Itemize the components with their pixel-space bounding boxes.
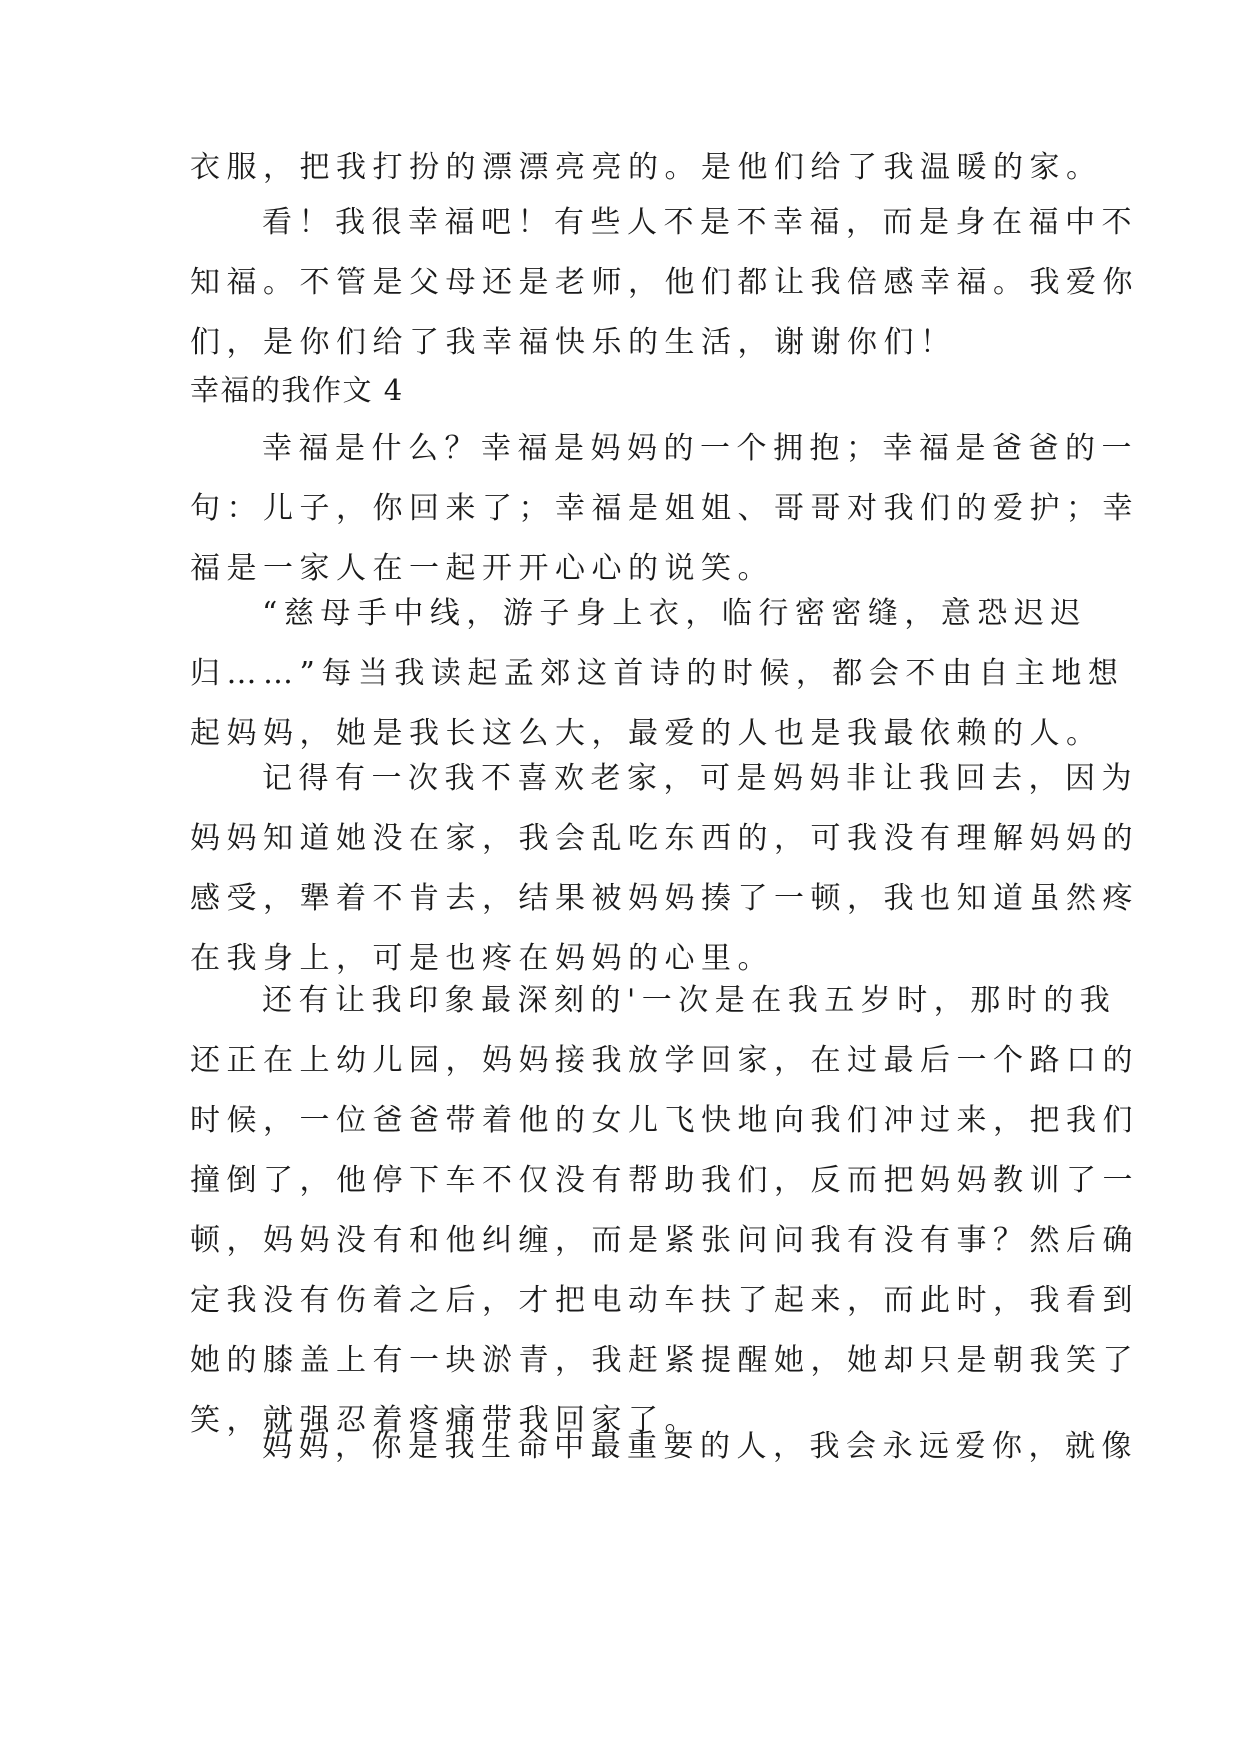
text-line: 们，是你们给了我幸福快乐的生活，谢谢你们！ — [190, 325, 957, 360]
paragraph-what-is-happiness — [190, 419, 1139, 599]
text-line: 在我身上，可是也疼在妈妈的心里。 — [190, 941, 774, 976]
section-heading — [190, 360, 1056, 420]
text-line: 衣服，把我打扮的漂漂亮亮的。是他们给了我温暖的家。 — [190, 150, 1103, 185]
text-line: 感受，犟着不肯去，结果被妈妈揍了一顿，我也知道虽然疼 — [190, 881, 1139, 916]
text-line: 她的膝盖上有一块淤青，我赶紧提醒她，她却只是朝我笑了 — [190, 1343, 1139, 1378]
text-line: 妈妈知道她没在家，我会乱吃东西的，可我没有理解妈妈的 — [190, 821, 1139, 856]
text-line: 福是一家人在一起开开心心的说笑。 — [190, 551, 774, 586]
text-line: 撞倒了，他停下车不仅没有帮助我们，反而把妈妈教训了一 — [190, 1163, 1139, 1198]
text-line: 顿，妈妈没有和他纠缠，而是紧张问问我有没有事？然后确 — [190, 1223, 1139, 1258]
text-line: 记得有一次我不喜欢老家，可是妈妈非让我回去，因为 — [262, 761, 1138, 796]
heading-text: 幸福的我作文 4 — [190, 373, 404, 407]
text-line: 知福。不管是父母还是老师，他们都让我倍感幸福。我爱你 — [190, 265, 1139, 300]
text-line: 归……”每当我读起孟郊这首诗的时候，都会不由自主地想 — [190, 656, 1125, 691]
text-line: 还有让我印象最深刻的'一次是在我五岁时，那时的我 — [262, 983, 1117, 1018]
text-line: 看！我很幸福吧！有些人不是不幸福，而是身在福中不 — [262, 205, 1138, 240]
paragraph-closing — [190, 1417, 1138, 1477]
paragraph-poem — [190, 584, 1125, 764]
text-line: “慈母手中线，游子身上衣，临行密密缝，意恐迟迟 — [262, 596, 1087, 631]
text-line: 句：儿子，你回来了；幸福是姐姐、哥哥对我们的爱护；幸 — [190, 491, 1139, 526]
paragraph-happy-summary — [190, 193, 1139, 373]
paragraph-hometown — [190, 749, 1139, 989]
paragraph-continuation — [190, 138, 1103, 198]
text-line: 时候，一位爸爸带着他的女儿飞快地向我们冲过来，把我们 — [190, 1103, 1139, 1138]
text-line: 定我没有伤着之后，才把电动车扶了起来，而此时，我看到 — [190, 1283, 1139, 1318]
text-line: 笑，就强忍着疼痛带我回家了。 — [190, 1403, 701, 1438]
text-line: 妈妈，你是我生命中最重要的人，我会永远爱你，就像 — [262, 1429, 1138, 1464]
text-line: 还正在上幼儿园，妈妈接我放学回家，在过最后一个路口的 — [190, 1043, 1139, 1078]
text-line: 起妈妈，她是我长这么大，最爱的人也是我最依赖的人。 — [190, 716, 1103, 751]
paragraph-memory — [190, 971, 1139, 1451]
text-line: 幸福是什么？幸福是妈妈的一个拥抱；幸福是爸爸的一 — [262, 431, 1138, 466]
